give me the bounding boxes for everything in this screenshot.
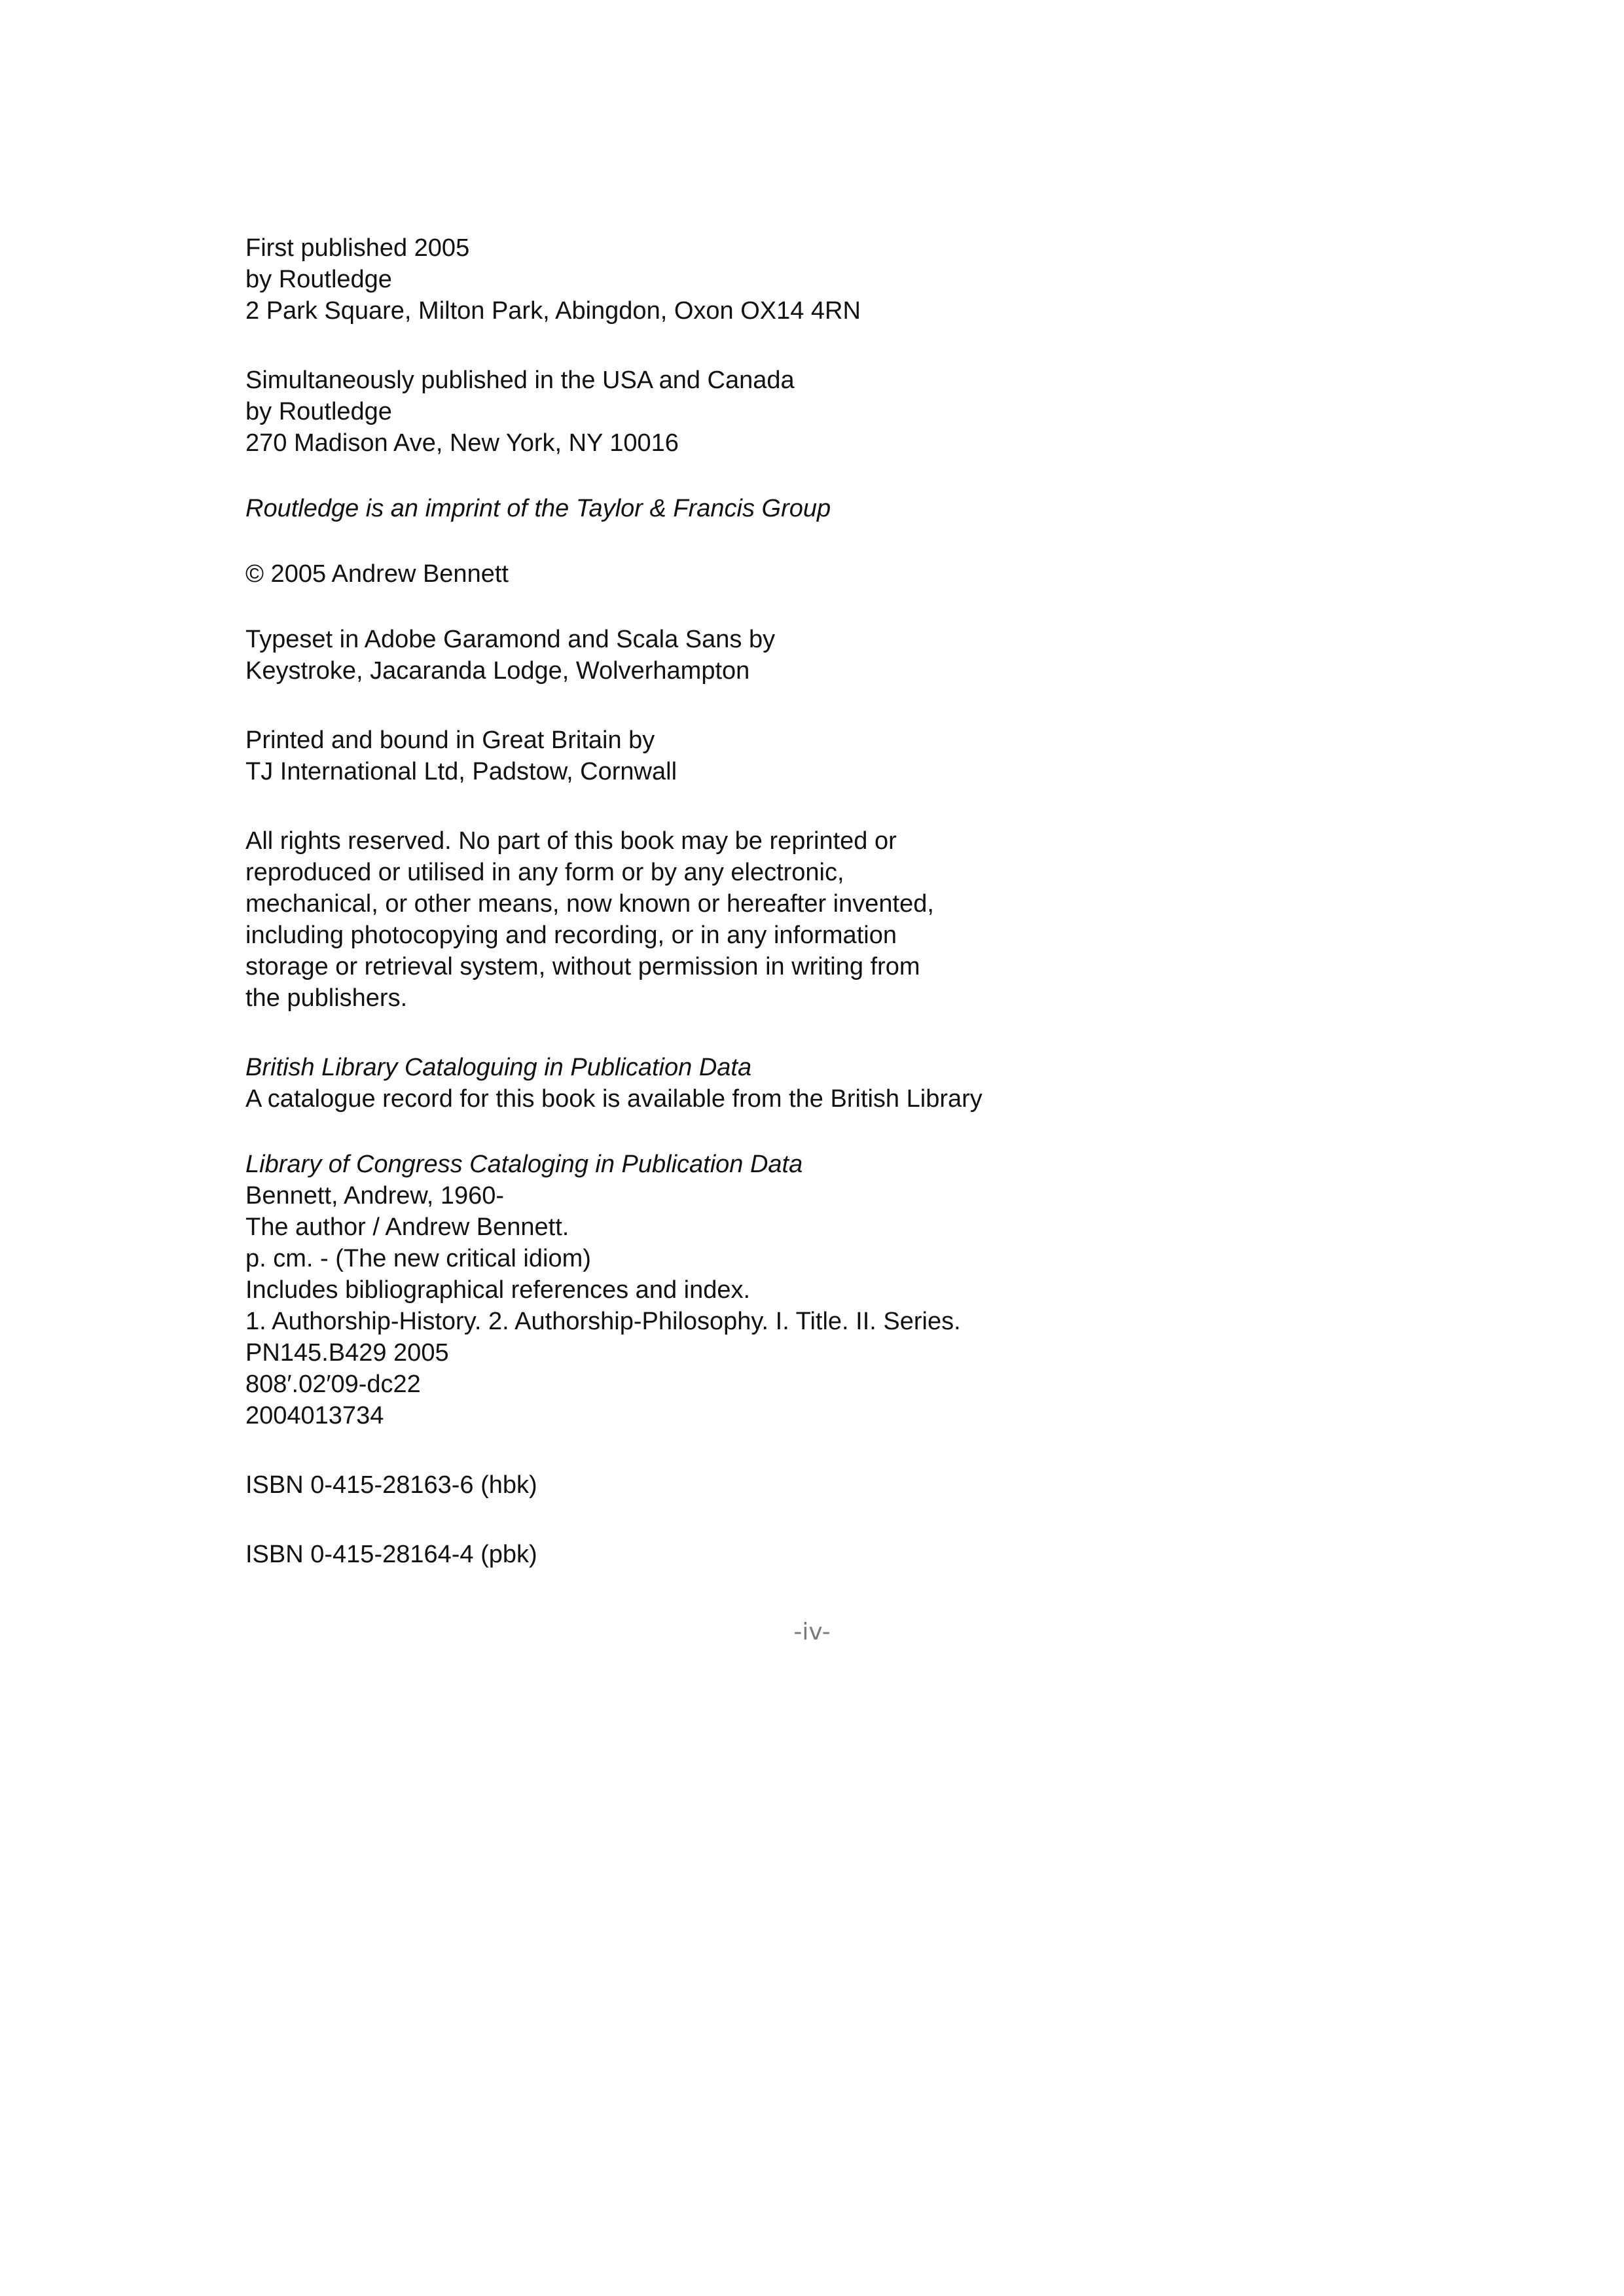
british-library-heading: British Library Cataloguing in Publication Data	[245, 1054, 752, 1081]
simultaneous-publication-line: Simultaneously published in the USA and Canada	[245, 367, 795, 394]
rights-line-3: mechanical, or other means, now known or hereafter invented,	[245, 890, 934, 918]
usa-publisher-line: by Routledge	[245, 398, 392, 425]
printed-block	[245, 725, 1489, 787]
isbn-paperback-block	[245, 1539, 1489, 1570]
first-published-block	[245, 232, 1489, 327]
loc-notes-line: Includes bibliographical references and index.	[245, 1276, 751, 1304]
isbn-hardback: ISBN 0-415-28163-6 (hbk)	[245, 1471, 537, 1499]
rights-block	[245, 825, 1489, 1014]
copyright-notice: © 2005 Andrew Bennett	[245, 560, 509, 588]
usa-canada-block	[245, 365, 1489, 459]
typeset-line-1: Typeset in Adobe Garamond and Scala Sans by	[245, 626, 776, 653]
library-of-congress-heading: Library of Congress Cataloging in Publication Data	[245, 1151, 803, 1178]
first-published-line: First published 2005	[245, 234, 470, 262]
loc-dewey-line: 808′.02′09-dc22	[245, 1371, 421, 1398]
page-number: -iv-	[793, 1619, 831, 1645]
rights-line-6: the publishers.	[245, 984, 408, 1012]
copyright-content	[245, 232, 1489, 1608]
loc-author-line: Bennett, Andrew, 1960-	[245, 1182, 505, 1210]
typeset-line-2: Keystroke, Jacaranda Lodge, Wolverhampton	[245, 657, 750, 685]
publisher-address-uk: 2 Park Square, Milton Park, Abingdon, Oxon OX14 4RN	[245, 297, 861, 325]
isbn-hardback-block	[245, 1469, 1489, 1501]
rights-line-2: reproduced or utilised in any form or by any electronic,	[245, 859, 844, 886]
publisher-line: by Routledge	[245, 266, 392, 293]
rights-line-1: All rights reserved. No part of this book may be reprinted or	[245, 827, 897, 855]
printed-line-2: TJ International Ltd, Padstow, Cornwall	[245, 758, 677, 785]
library-of-congress-block	[245, 1149, 1489, 1431]
printed-line-1: Printed and bound in Great Britain by	[245, 726, 655, 754]
british-library-text: A catalogue record for this book is available from the British Library	[245, 1085, 983, 1113]
loc-control-number-line: 2004013734	[245, 1402, 384, 1429]
loc-series-line: p. cm. - (The new critical idiom)	[245, 1245, 591, 1272]
imprint-note: Routledge is an imprint of the Taylor & Francis Group	[245, 495, 831, 522]
rights-line-5: storage or retrieval system, without permission in writing from	[245, 953, 920, 980]
british-library-block	[245, 1052, 1489, 1115]
loc-title-line: The author / Andrew Bennett.	[245, 1213, 569, 1241]
imprint-block	[245, 493, 1489, 524]
loc-subjects-line: 1. Authorship-History. 2. Authorship-Philosophy. I. Title. II. Series.	[245, 1308, 961, 1335]
typeset-block	[245, 624, 1489, 687]
loc-call-number-line: PN145.B429 2005	[245, 1339, 449, 1367]
publisher-address-usa: 270 Madison Ave, New York, NY 10016	[245, 429, 679, 457]
copyright-block	[245, 558, 1489, 590]
isbn-paperback: ISBN 0-415-28164-4 (pbk)	[245, 1541, 537, 1568]
rights-line-4: including photocopying and recording, or in any information	[245, 922, 897, 949]
